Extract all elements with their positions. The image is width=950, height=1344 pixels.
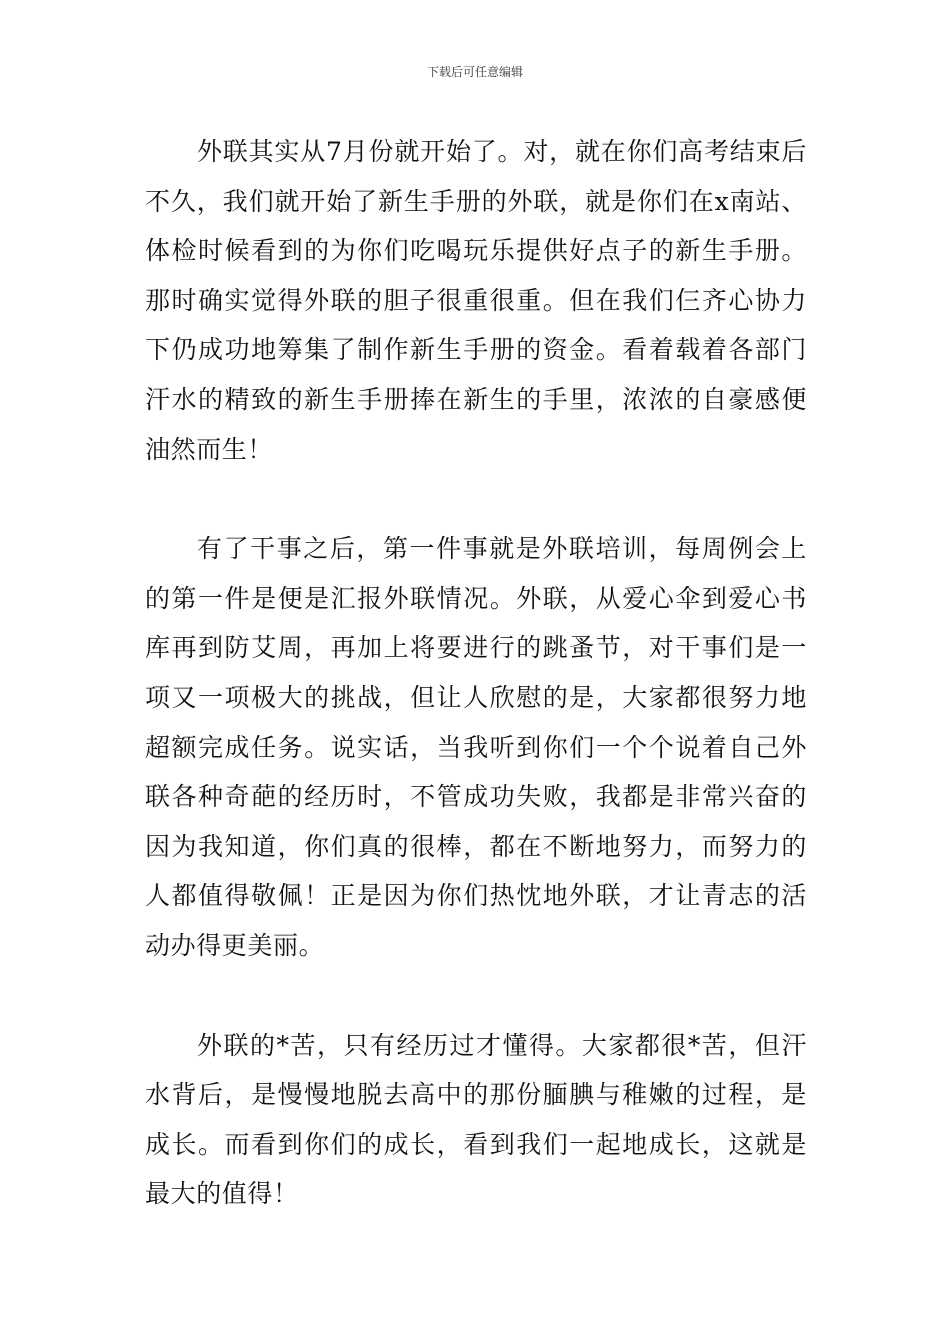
header-note: 下载后可任意编辑 — [426, 65, 523, 79]
paragraph-1: 外联其实从7月份就开始了。对，就在你们高考结束后不久，我们就开始了新生手册的外联，就是你们在x南站、体检时候看到的为你们吃喝玩乐提供好点子的新生手册。那时确实觉得外联的胆子很重很重。但在我们仨齐心协力下仍成功地筹集了制作新生手册的资金。看着载着各部门汗水的精致的新生手册捧在新生的手里，浓浓的自豪感便油然而生！ — [145, 137, 807, 464]
document-body — [145, 127, 807, 1219]
paragraph-3: 外联的*苦，只有经历过才懂得。大家都很*苦，但汗水背后，是慢慢地脱去高中的那份腼腆与稚嫩的过程，是成长。而看到你们的成长，看到我们一起地成长，这就是最大的值得！ — [145, 1030, 807, 1209]
paragraph-2: 有了干事之后，第一件事就是外联培训，每周例会上的第一件是便是汇报外联情况。外联，从爱心伞到爱心书库再到防艾周，再加上将要进行的跳蚤节，对干事们是一项又一项极大的挑战，但让人欣慰的是，大家都很努力地超额完成任务。说实话，当我听到你们一个个说着自己外联各种奇葩的经历时，不管成功失败，我都是非常兴奋的因为我知道，你们真的很棒，都在不断地努力，而努力的人都值得敬佩！正是因为你们热忱地外联，才让青志的活动办得更美丽。 — [145, 534, 807, 960]
